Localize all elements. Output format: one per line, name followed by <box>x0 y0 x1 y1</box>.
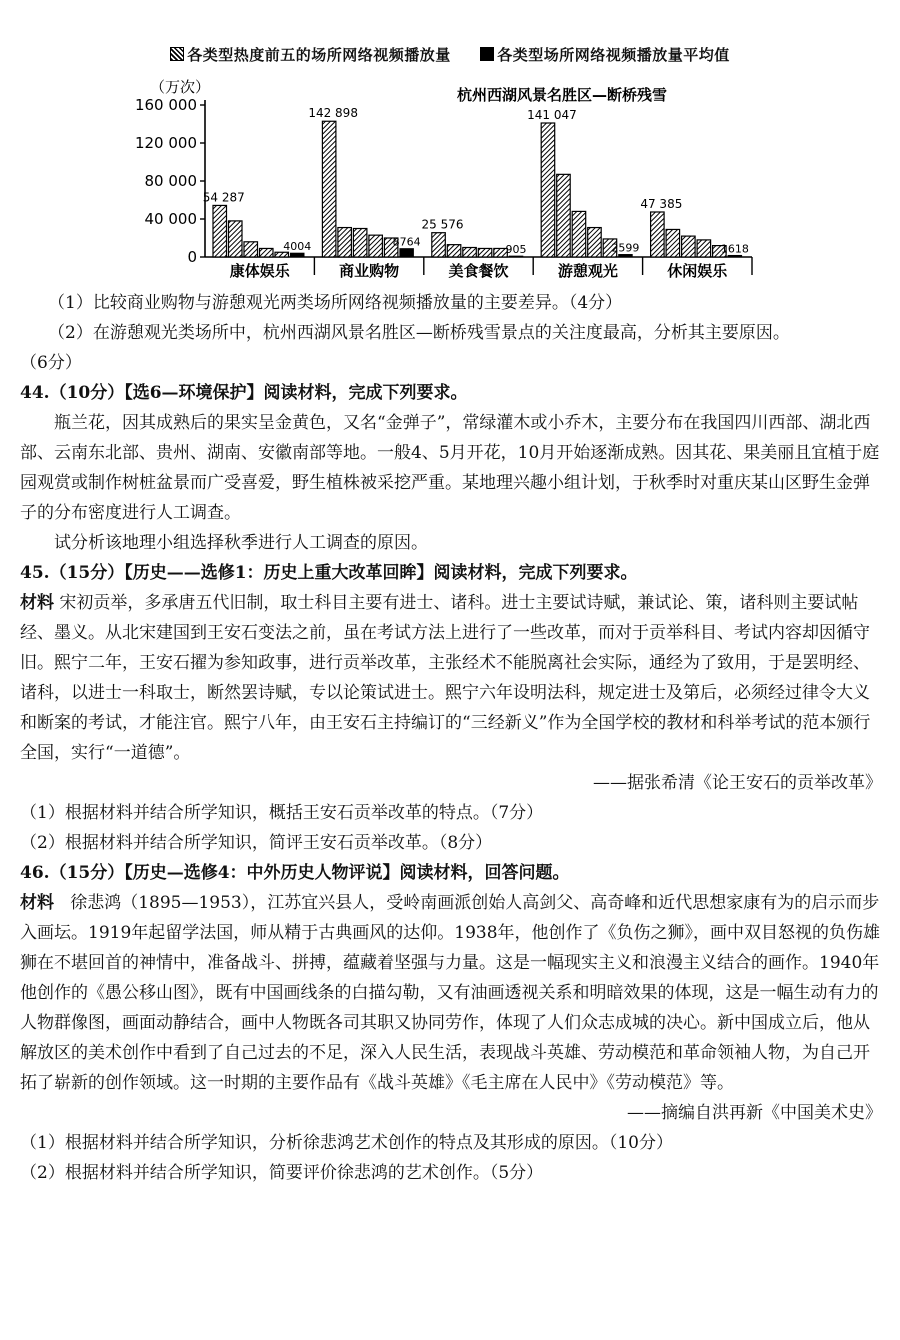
bar-top5 <box>588 228 602 257</box>
average-value-label: 1618 <box>720 242 749 256</box>
q44-ask: 试分析该地理小组选择秋季进行人工调查的原因。 <box>54 533 428 553</box>
bar-top5 <box>322 121 336 257</box>
q45-material <box>20 588 882 768</box>
bar-top5 <box>353 229 367 258</box>
y-axis-label: （万次） <box>150 78 211 96</box>
bar-top5 <box>478 248 492 257</box>
bar-average <box>728 255 742 257</box>
bar-top5 <box>260 248 274 257</box>
bar-average <box>291 253 305 257</box>
category-label: 康体娱乐 <box>229 262 290 280</box>
q43-sub1: （1）比较商业购物与游憩观光两类场所网络视频播放量的主要差异。（4分） <box>48 293 623 313</box>
bar-top5 <box>463 248 477 258</box>
bar-top5 <box>213 205 227 257</box>
category-label: 休闲娱乐 <box>667 262 728 280</box>
bar-value-label: 47 385 <box>640 196 683 211</box>
q44-heading: 44.（10分）【选6—环境保护】阅读材料，完成下列要求。 <box>20 383 468 403</box>
hatched-swatch-icon <box>170 47 184 61</box>
y-tick-label: 120 000 <box>134 134 197 152</box>
average-value-label: 8764 <box>392 235 421 249</box>
question-block <box>20 288 882 1188</box>
q46-material-label: 材料 <box>20 893 54 913</box>
bar-value-label: 25 576 <box>421 217 464 232</box>
bar-top5 <box>697 240 711 257</box>
q45-source: ——据张希清《论王安石的贡举改革》 <box>593 773 882 793</box>
q43-sub2: （2）在游憩观光类场所中，杭州西湖风景名胜区—断桥残雪景点的关注度最高，分析其主要原因。 <box>48 323 790 343</box>
average-value-label: 2599 <box>611 241 640 255</box>
bar-value-label: 141 047 <box>527 108 577 123</box>
y-tick-label: 80 000 <box>144 172 197 190</box>
q46-material-text: 徐悲鸿（1895—1953），江苏宜兴县人，受岭南画派创始人高剑父、高奇峰和近代思想家康有为的启示而步入画坛。1919年起留学法国，师从精于古典画风的达仰。1938年，他创作了《负伤之狮》，画中双目怒视的负伤雄狮在不堪回首的神情中，准备战斗、拼搏，蕴藏着坚强与力量。这是一幅现实主义和浪漫主义结合的画作。1940年他创作的《愚公移山图》，既有中国画线条的白描勾勒，又有油画透视关系和明暗效果的体现，这是一幅生动有力的人物群像图，画面动静结合，画中人物既各司其职又协同劳作，体现了人们众志成城的决心。新中国成立后，他从解放区的美术创作中看到了自己过去的不足，深入人民生活，表现战斗英雄、劳动模范和革命领袖人物，为自己开拓了崭新的创作领域。这一时期的主要作品有《战斗英雄》《毛主席在人民中》《劳动模范》等。 <box>20 893 881 1093</box>
bar-top5 <box>666 229 680 257</box>
legend-avg: 各类型场所网络视频播放量平均值 <box>497 46 730 64</box>
q45-sub1: （1）根据材料并结合所学知识，概括王安石贡举改革的特点。（7分） <box>20 803 544 823</box>
y-tick-label: 160 000 <box>134 96 197 114</box>
q45-sub2: （2）根据材料并结合所学知识，简评王安石贡举改革。（8分） <box>20 833 493 853</box>
bar-top5 <box>682 236 696 257</box>
bar-top5 <box>369 235 383 257</box>
bar-top5 <box>557 174 571 257</box>
bar-top5 <box>447 245 461 257</box>
category-label: 游憩观光 <box>557 262 618 280</box>
category-label: 商业购物 <box>339 262 400 280</box>
bar-top5 <box>541 123 555 257</box>
chart-annotation: 杭州西湖风景名胜区—断桥残雪 <box>456 86 668 104</box>
q46-heading: 46.（15分）【历史—选修4：中外历史人物评说】阅读材料，回答问题。 <box>20 863 570 883</box>
bar-average <box>400 249 414 257</box>
bar-top5 <box>338 228 352 257</box>
q45-heading: 45.（15分）【历史——选修1：历史上重大改革回眸】阅读材料，完成下列要求。 <box>20 563 638 583</box>
bar-top5 <box>432 233 446 257</box>
q46-source: ——摘编自洪再新《中国美术史》 <box>627 1103 882 1123</box>
bar-value-label: 142 898 <box>308 106 358 121</box>
bar-top5 <box>229 221 243 257</box>
bar-top5 <box>572 211 586 257</box>
q43-sub2-score: （6分） <box>20 353 82 373</box>
q44-material: 瓶兰花，因其成熟后的果实呈金黄色，又名“金弹子”，常绿灌木或小乔木，主要分布在我国四川西部、湖北西部、云南东北部、贵州、湖南、安徽南部等地。一般4、5月开花，10月开始逐渐成熟。因其花、果美丽且宜植于庭园观赏或制作树桩盆景而广受喜爱，野生植株被采挖严重。某地理兴趣小组计划，于秋季时对重庆某山区野生金弹子的分布密度进行人工调查。 <box>20 413 880 523</box>
q45-material-text: 宋初贡举，多承唐五代旧制，取士科目主要有进士、诸科。进士主要试诗赋，兼试论、策，诸科则主要试帖经、墨义。从北宋建国到王安石变法之前，虽在考试方法上进行了一些改革，而对于贡举科目、考试内容却因循守旧。熙宁二年，王安石擢为参知政事，进行贡举改革，主张经术不能脱离社会实际，通经为了致用，于是罢明经、诸科，以进士一科取士，断然罢诗赋，专以论策试进士。熙宁六年设明法科，规定进士及第后，必须经过律令大义和断案的考试，才能注官。熙宁八年，由王安石主持编订的“三经新义”作为全国学校的教材和科举考试的范本颁行全国，实行“一道德”。 <box>20 593 871 763</box>
solid-swatch-icon <box>480 47 494 61</box>
bar-chart <box>0 60 900 288</box>
bar-average <box>509 256 523 257</box>
bar-average <box>619 255 633 257</box>
bar-top5 <box>244 242 258 257</box>
average-value-label: 905 <box>505 243 527 257</box>
q46-material <box>20 888 882 1098</box>
bar-value-label: 54 287 <box>202 190 245 205</box>
q46-sub1: （1）根据材料并结合所学知识，分析徐悲鸿艺术创作的特点及其形成的原因。（10分） <box>20 1133 673 1153</box>
y-tick-label: 0 <box>187 248 197 266</box>
average-value-label: 4004 <box>283 240 312 254</box>
category-label: 美食餐饮 <box>448 262 509 280</box>
bar-top5 <box>651 212 665 257</box>
q46-sub2: （2）根据材料并结合所学知识，简要评价徐悲鸿的艺术创作。（5分） <box>20 1163 544 1183</box>
legend-top5: 各类型热度前五的场所网络视频播放量 <box>187 46 451 64</box>
q45-material-label: 材料 <box>20 593 54 613</box>
y-tick-label: 40 000 <box>144 210 197 228</box>
